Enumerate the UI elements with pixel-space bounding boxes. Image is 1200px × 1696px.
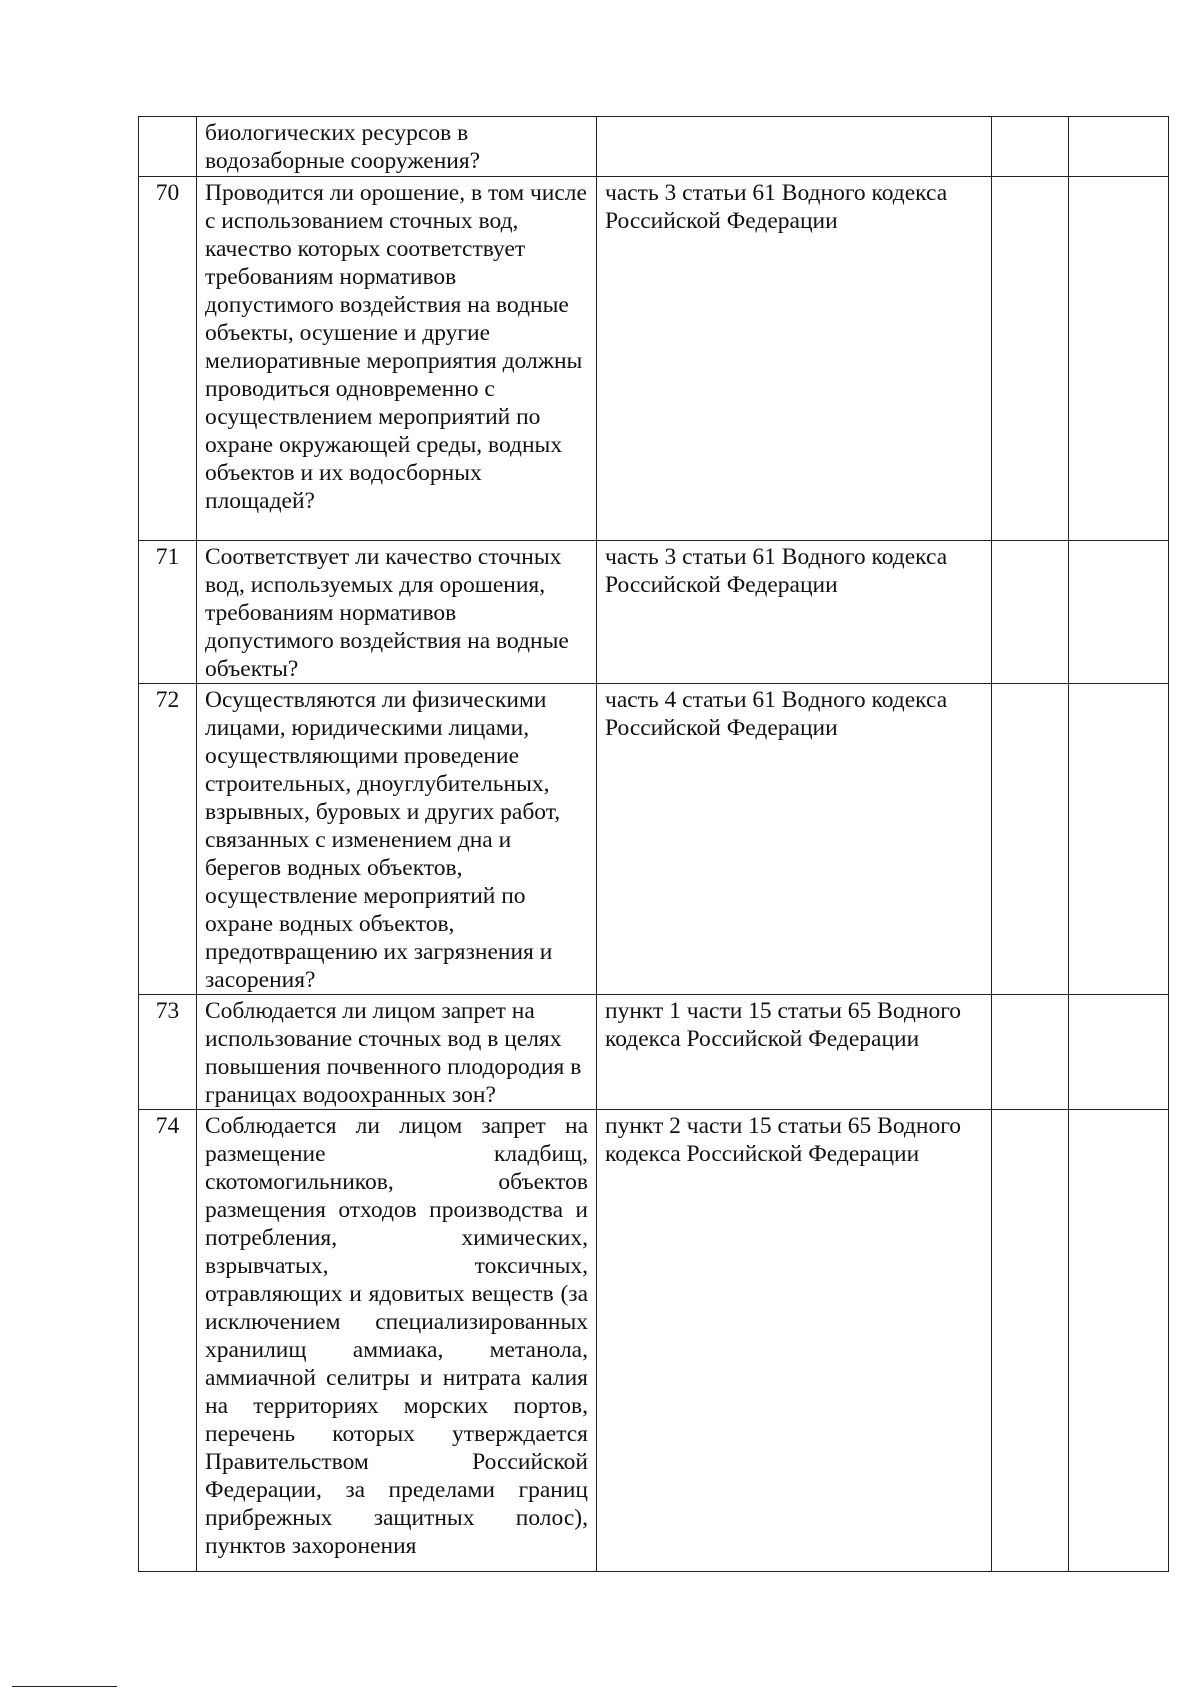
empty-cell: [1069, 1110, 1169, 1572]
empty-cell: [992, 117, 1069, 177]
empty-cell: [1069, 177, 1169, 541]
checklist-table: [138, 116, 1169, 1572]
footer-rule: [12, 1686, 117, 1687]
reference-cell: часть 4 статьи 61 Водного кодекса Российской Федерации: [597, 684, 992, 995]
table-row: [139, 177, 1169, 541]
reference-cell: часть 3 статьи 61 Водного кодекса Российской Федерации: [597, 177, 992, 541]
question-cell: Проводится ли орошение, в том числе с использованием сточных вод, качество которых соответствует требованиям нормативов допустимого воздействия на водные объекты, осушение и другие мелиоративные мероприятия должны проводиться одновременно с осуществлением мероприятий по охране окружающей среды, водных объектов и их водосборных площадей?: [197, 177, 597, 541]
row-number: 70: [139, 177, 197, 541]
empty-cell: [992, 1110, 1069, 1572]
row-number: [139, 117, 197, 177]
empty-cell: [992, 995, 1069, 1110]
row-number: 74: [139, 1110, 197, 1572]
empty-cell: [1069, 117, 1169, 177]
question-cell: Соблюдается ли лицом запрет на использование сточных вод в целях повышения почвенного плодородия в границах водоохранных зон?: [197, 995, 597, 1110]
empty-cell: [992, 541, 1069, 684]
table-row: [139, 995, 1169, 1110]
question-cell: биологических ресурсов в водозаборные сооружения?: [197, 117, 597, 177]
empty-cell: [992, 684, 1069, 995]
table-row: [139, 1110, 1169, 1572]
empty-cell: [1069, 541, 1169, 684]
reference-cell: часть 3 статьи 61 Водного кодекса Российской Федерации: [597, 541, 992, 684]
row-number: 73: [139, 995, 197, 1110]
table-row: [139, 541, 1169, 684]
question-cell: Соответствует ли качество сточных вод, используемых для орошения, требованиям нормативов допустимого воздействия на водные объекты?: [197, 541, 597, 684]
empty-cell: [992, 177, 1069, 541]
empty-cell: [1069, 995, 1169, 1110]
reference-cell: пункт 1 части 15 статьи 65 Водного кодекса Российской Федерации: [597, 995, 992, 1110]
table-row: [139, 117, 1169, 177]
question-cell: Осуществляются ли физическими лицами, юридическими лицами, осуществляющими проведение строительных, дноуглубительных, взрывных, буровых и других работ, связанных с изменением дна и берегов водных объектов, осуществление мероприятий по охране водных объектов, предотвращению их загрязнения и засорения?: [197, 684, 597, 995]
empty-cell: [1069, 684, 1169, 995]
reference-cell: пункт 2 части 15 статьи 65 Водного кодекса Российской Федерации: [597, 1110, 992, 1572]
reference-cell: [597, 117, 992, 177]
question-cell: Соблюдается ли лицом запрет на размещение кладбищ, скотомогильников, объектов размещения отходов производства и потребления, химических, взрывчатых, токсичных, отравляющих и ядовитых веществ (за исключением специализированных хранилищ аммиака, метанола, аммиачной селитры и нитрата калия на территориях морских портов, перечень которых утверждается Правительством Российской Федерации, за пределами границ прибрежных защитных полос), пунктов захоронения: [197, 1110, 597, 1572]
table-row: [139, 684, 1169, 995]
row-number: 71: [139, 541, 197, 684]
row-number: 72: [139, 684, 197, 995]
